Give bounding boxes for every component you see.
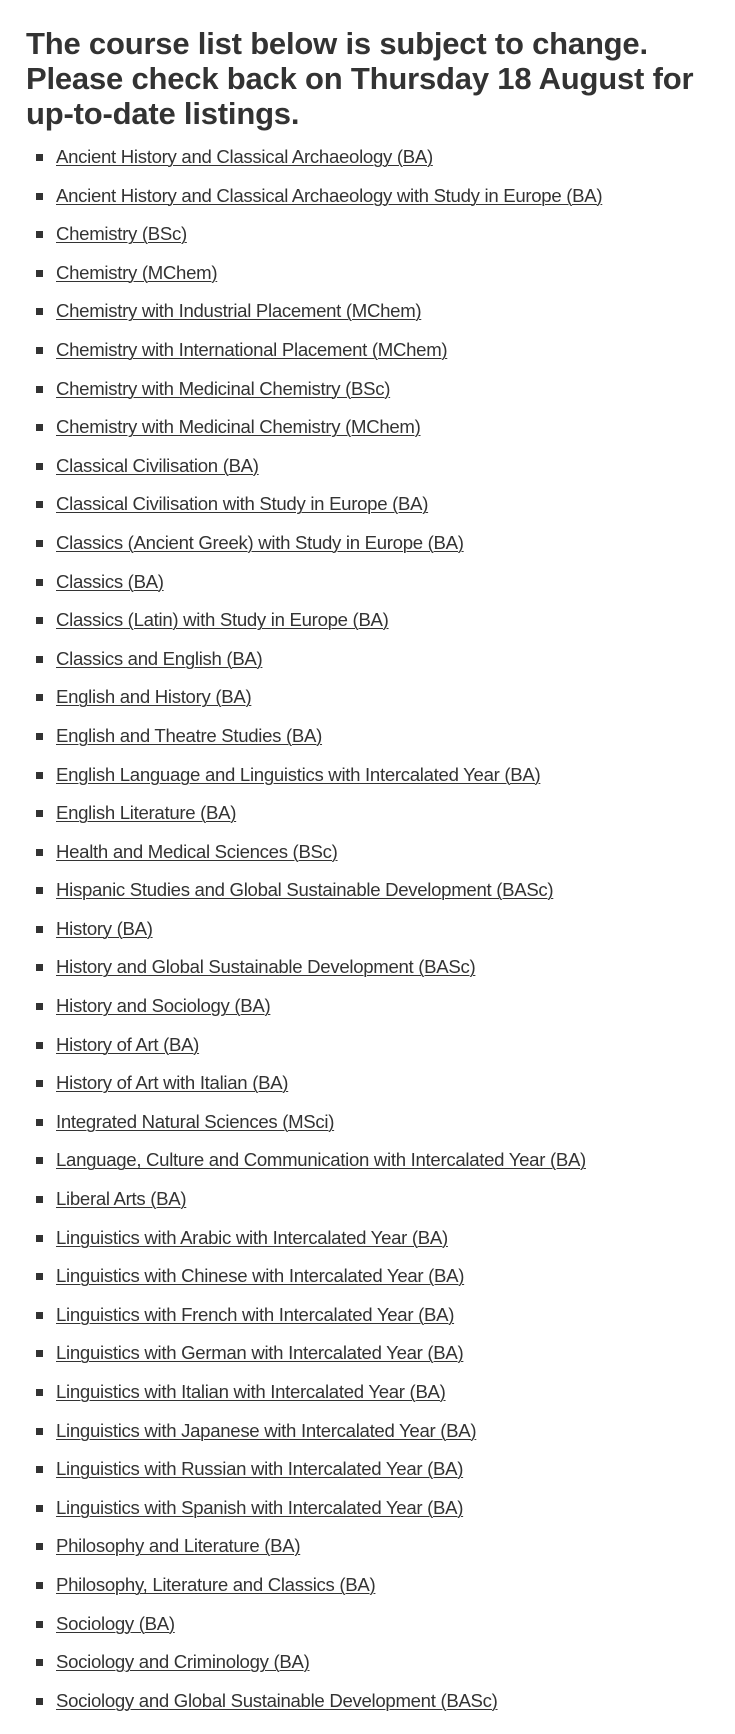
course-link[interactable]: Chemistry with Medicinal Chemistry (MChem) [56,416,421,438]
course-list-item [26,1650,715,1689]
course-link[interactable]: Sociology (BA) [56,1612,175,1634]
course-link[interactable]: Linguistics with Arabic with Intercalated Year (BA) [56,1226,448,1248]
course-link[interactable]: Language, Culture and Communication with Intercalated Year (BA) [56,1149,586,1171]
course-list-item [26,724,715,763]
course-list-item [26,184,715,223]
course-link[interactable]: History and Sociology (BA) [56,995,271,1017]
course-list-item [26,1226,715,1265]
course-list-item [26,1148,715,1187]
course-list-item [26,1496,715,1535]
course-link[interactable]: History of Art with Italian (BA) [56,1072,289,1094]
course-list-item [26,994,715,1033]
course-list-item [26,1110,715,1149]
course-list-item [26,608,715,647]
course-list-item [26,917,715,956]
course-list-item [26,763,715,802]
course-link[interactable]: Philosophy and Literature (BA) [56,1535,301,1557]
course-list-item [26,377,715,416]
course-list-item [26,1303,715,1342]
course-link[interactable]: Classics and English (BA) [56,647,263,669]
course-list-item [26,531,715,570]
course-list-item [26,338,715,377]
course-link[interactable]: Sociology and Criminology (BA) [56,1651,310,1673]
course-list [26,145,715,1727]
course-list-item [26,222,715,261]
course-list-item [26,801,715,840]
course-link[interactable]: Chemistry (BSc) [56,223,187,245]
course-link[interactable]: Chemistry (MChem) [56,261,218,283]
course-list-item [26,1612,715,1651]
course-link[interactable]: Linguistics with Japanese with Intercalated Year (BA) [56,1419,477,1441]
course-link[interactable]: Philosophy, Literature and Classics (BA) [56,1573,376,1595]
course-list-item [26,685,715,724]
course-list-item [26,1264,715,1303]
course-list-item [26,1419,715,1458]
course-list-item [26,1534,715,1573]
course-link[interactable]: Linguistics with Chinese with Intercalated Year (BA) [56,1265,465,1287]
course-link[interactable]: Linguistics with Spanish with Intercalated Year (BA) [56,1496,464,1518]
course-list-item [26,878,715,917]
course-list-item [26,1187,715,1226]
course-link[interactable]: Classics (BA) [56,570,164,592]
course-link[interactable]: Chemistry with Industrial Placement (MChem) [56,300,422,322]
course-list-item [26,647,715,686]
course-link[interactable]: Linguistics with Russian with Intercalated Year (BA) [56,1458,464,1480]
course-link[interactable]: Health and Medical Sciences (BSc) [56,840,338,862]
course-list-item [26,840,715,879]
course-link[interactable]: History of Art (BA) [56,1033,200,1055]
course-list-item [26,955,715,994]
course-link[interactable]: English Literature (BA) [56,802,237,824]
course-link[interactable]: English and Theatre Studies (BA) [56,724,323,746]
notice-line-2: Please check back on Thursday 18 August for [26,61,694,96]
course-link[interactable]: Classics (Latin) with Study in Europe (BA) [56,609,389,631]
course-link[interactable]: Liberal Arts (BA) [56,1188,187,1210]
course-link[interactable]: History and Global Sustainable Development (BASc) [56,956,476,978]
course-list-item [26,1457,715,1496]
course-list-item [26,145,715,184]
course-link[interactable]: Linguistics with French with Intercalated Year (BA) [56,1303,455,1325]
course-list-item [26,299,715,338]
course-list-item [26,1033,715,1072]
notice-line-3: up-to-date listings. [26,96,300,131]
course-link[interactable]: Ancient History and Classical Archaeology (BA) [56,146,433,167]
course-link[interactable]: Linguistics with Italian with Intercalated Year (BA) [56,1381,446,1402]
course-link[interactable]: Chemistry with International Placement (MChem) [56,338,448,360]
course-list-item [26,1689,715,1728]
course-link[interactable]: Chemistry with Medicinal Chemistry (BSc) [56,377,391,399]
course-list-item [26,1071,715,1110]
course-link[interactable]: Classical Civilisation (BA) [56,454,259,476]
course-list-item [26,1341,715,1380]
course-link[interactable]: English Language and Linguistics with Intercalated Year (BA) [56,763,541,785]
course-link[interactable]: Classics (Ancient Greek) with Study in Europe (BA) [56,531,464,553]
course-link[interactable]: Integrated Natural Sciences (MSci) [56,1110,335,1132]
course-list-item [26,415,715,454]
course-link[interactable]: Classical Civilisation with Study in Europe (BA) [56,493,429,515]
course-list-item [26,570,715,609]
course-link[interactable]: Hispanic Studies and Global Sustainable Development (BASc) [56,879,554,901]
course-link[interactable]: Ancient History and Classical Archaeology with Study in Europe (BA) [56,184,603,206]
course-list-item [26,492,715,531]
page-heading-notice [26,26,715,131]
notice-line-1: The course list below is subject to change. [26,26,648,61]
course-list-item [26,1380,715,1419]
course-link[interactable]: English and History (BA) [56,686,252,708]
course-link[interactable]: Linguistics with German with Intercalated Year (BA) [56,1342,464,1364]
course-link[interactable]: Sociology and Global Sustainable Development (BASc) [56,1689,498,1711]
course-list-item [26,261,715,300]
course-link[interactable]: History (BA) [56,917,153,939]
course-list-item [26,454,715,493]
course-list-item [26,1573,715,1612]
